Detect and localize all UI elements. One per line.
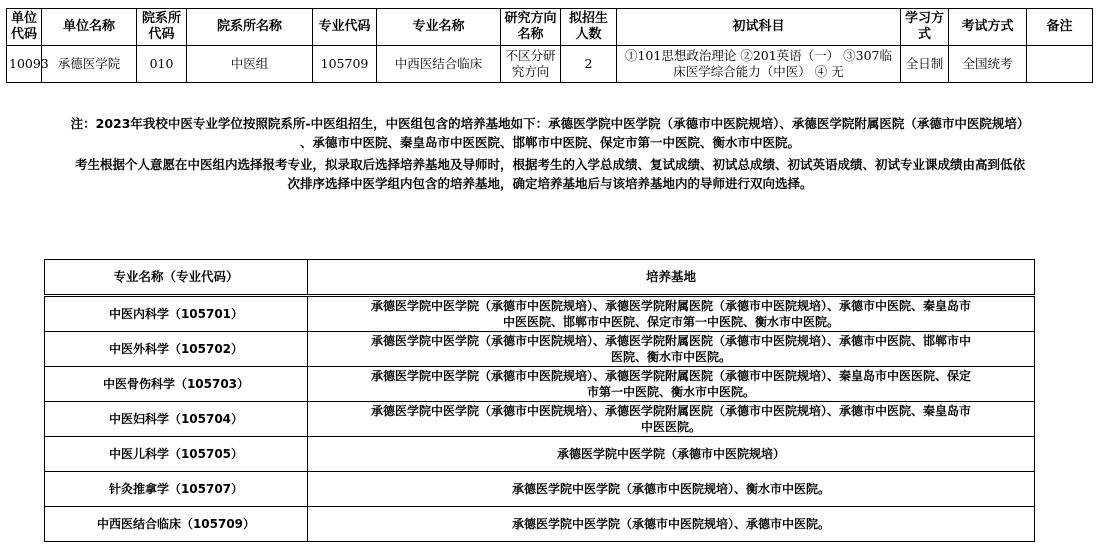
note-1-line-1: 注：2023年我校中医专业学位按照院系所-中医组招生，中医组包含的培养基地如下：承德医学院中医学院（承德市中医院规培）、承德医学院附属医院（承德市中医院规培） bbox=[70, 116, 1030, 131]
header-exam-mode: 考试方式 bbox=[949, 9, 1027, 46]
admission-table bbox=[6, 8, 1093, 83]
bases-line-1: 承德医学院中医学院（承德市中医院规培）、承德医学院附属医院（承德市中医院规培）、承德市中医院、秦皇岛市 bbox=[370, 299, 971, 313]
bases-cell bbox=[308, 296, 1035, 332]
cell-remarks bbox=[1027, 46, 1093, 83]
header-enrollment: 拟招生人数 bbox=[561, 9, 617, 46]
cell-enrollment: 2 bbox=[561, 46, 617, 83]
table-row bbox=[45, 296, 1035, 332]
bases-line-1: 承德医学院中医学院（承德市中医院规培）、承德医学院附属医院（承德市中医院规培）、承德市中医院、邯郸市中 bbox=[370, 334, 971, 348]
table-row bbox=[45, 332, 1035, 367]
bases-line-1: 承德医学院中医学院（承德市中医院规培）、承德医学院附属医院（承德市中医院规培）、秦皇岛市中医医院、保定 bbox=[370, 369, 971, 383]
training-base-table bbox=[44, 259, 1035, 542]
header-research-direction: 研究方向名称 bbox=[501, 9, 561, 46]
header-major-code: 专业代码 bbox=[313, 9, 377, 46]
header-major: 专业名称（专业代码） bbox=[45, 260, 308, 296]
bases-cell: 承德医学院中医学院（承德市中医院规培）、承德市中医院。 bbox=[308, 507, 1035, 542]
bases-line-2: 市第一中医院、衡水市中医院。 bbox=[586, 385, 755, 399]
bases-cell: 承德医学院中医学院（承德市中医院规培） bbox=[308, 437, 1035, 472]
base-header-row bbox=[45, 260, 1035, 296]
cell-exam-mode: 全国统考 bbox=[949, 46, 1027, 83]
bases-line-1: 承德医学院中医学院（承德市中医院规培）、承德医学院附属医院（承德市中医院规培）、承德市中医院、秦皇岛市 bbox=[370, 404, 971, 418]
major-cell: 中医儿科学（105705） bbox=[45, 437, 308, 472]
header-remarks: 备注 bbox=[1027, 9, 1093, 46]
table-row bbox=[45, 437, 1035, 472]
bases-cell: 承德医学院中医学院（承德市中医院规培）、衡水市中医院。 bbox=[308, 472, 1035, 507]
header-training-base: 培养基地 bbox=[308, 260, 1035, 296]
major-cell: 中医骨伤科学（105703） bbox=[45, 367, 308, 402]
bases-cell bbox=[308, 367, 1035, 402]
major-cell: 中医外科学（105702） bbox=[45, 332, 308, 367]
bases-line-2: 中医医院、邯郸市中医院、保定市第一中医院、衡水市中医院。 bbox=[502, 315, 839, 329]
note-selection-rule bbox=[0, 155, 1100, 193]
bases-cell bbox=[308, 332, 1035, 367]
header-dept-code: 院系所代码 bbox=[137, 9, 187, 46]
bases-line-2: 医院、衡水市中医院。 bbox=[610, 350, 731, 364]
note-training-bases bbox=[0, 114, 1100, 152]
cell-major-name: 中西医结合临床 bbox=[377, 46, 501, 83]
cell-study-mode: 全日制 bbox=[901, 46, 949, 83]
table-row bbox=[45, 472, 1035, 507]
cell-unit-name: 承德医学院 bbox=[42, 46, 137, 83]
header-study-mode: 学习方式 bbox=[901, 9, 949, 46]
cell-unit-code: 10093 bbox=[7, 46, 42, 83]
bases-cell bbox=[308, 402, 1035, 437]
major-cell: 中西医结合临床（105709） bbox=[45, 507, 308, 542]
header-unit-code: 单位代码 bbox=[7, 9, 42, 46]
admission-header-row bbox=[7, 9, 1093, 46]
cell-major-code: 105709 bbox=[313, 46, 377, 83]
table-row bbox=[45, 402, 1035, 437]
cell-dept-name: 中医组 bbox=[187, 46, 313, 83]
table-row bbox=[45, 367, 1035, 402]
note-1-line-2: 、承德市中医院、秦皇岛市中医医院、邯郸市中医院、保定市第一中医院、衡水市中医院。 bbox=[299, 135, 800, 150]
header-unit-name: 单位名称 bbox=[42, 9, 137, 46]
header-dept-name: 院系所名称 bbox=[187, 9, 313, 46]
cell-research-direction: 不区分研究方向 bbox=[501, 46, 561, 83]
major-cell: 中医内科学（105701） bbox=[45, 296, 308, 332]
cell-dept-code: 010 bbox=[137, 46, 187, 83]
table-row bbox=[45, 507, 1035, 542]
major-cell: 中医妇科学（105704） bbox=[45, 402, 308, 437]
bases-line-2: 中医医院。 bbox=[640, 420, 701, 434]
note-2-line-1: 考生根据个人意愿在中医组内选择报考专业，拟录取后选择培养基地及导师时，根据考生的入学总成绩、复试成绩、初试总成绩、初试英语成绩、初试专业课成绩由高到低依 bbox=[74, 157, 1025, 172]
header-exam-subjects: 初试科目 bbox=[617, 9, 901, 46]
cell-exam-subjects: ①101思想政治理论 ②201英语（一） ③307临床医学综合能力（中医） ④ 无 bbox=[617, 46, 901, 83]
header-major-name: 专业名称 bbox=[377, 9, 501, 46]
major-cell: 针灸推拿学（105707） bbox=[45, 472, 308, 507]
note-2-line-2: 次排序选择中医学组内包含的培养基地，确定培养基地后与该培养基地内的导师进行双向选择。 bbox=[287, 176, 813, 191]
admission-data-row bbox=[7, 46, 1093, 83]
